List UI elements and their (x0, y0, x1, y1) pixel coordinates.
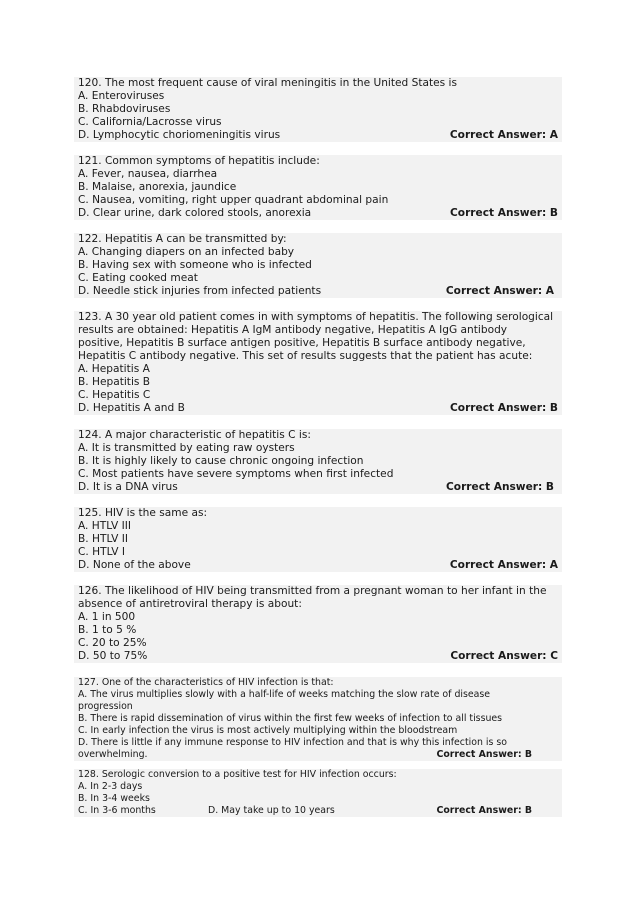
option-d (74, 285, 562, 298)
option-b: B. Hepatitis B (78, 376, 151, 388)
option-a: A. Changing diapers on an infected baby (78, 246, 295, 258)
option-b: B. It is highly likely to cause chronic ongoing infection (78, 455, 364, 467)
option-d-text: D. May take up to 10 years (208, 805, 335, 816)
correct-answer: Correct Answer: A (445, 285, 554, 297)
option-d: D. There is little if any immune response to HIV infection and that is why this infection is so (78, 737, 507, 748)
option-a: A. Enteroviruses (78, 90, 165, 102)
question-text-line-1: 123. A 30 year old patient comes in with symptoms of hepatitis. The following serological (78, 311, 554, 323)
option-a: A. 1 in 500 (78, 611, 136, 623)
correct-answer: Correct Answer: B (450, 207, 558, 219)
correct-answer: Correct Answer: A (449, 129, 558, 141)
option-c: C. Eating cooked meat (78, 272, 198, 284)
question-text: 121. Common symptoms of hepatitis include: (78, 155, 320, 167)
option-b: B. 1 to 5 % (78, 624, 137, 636)
option-a: A. The virus multiplies slowly with a half-life of weeks matching the slow rate of disease (78, 689, 491, 700)
question-text: 125. HIV is the same as: (78, 507, 208, 519)
option-a: A. In 2-3 days (78, 781, 143, 792)
correct-answer: Correct Answer: B (450, 402, 558, 414)
option-c: C. Most patients have severe symptoms when first infected (78, 468, 394, 480)
option-d (74, 650, 562, 663)
option-d (74, 207, 562, 220)
option-c: C. 20 to 25% (78, 637, 147, 649)
option-a: A. Hepatitis A (78, 363, 150, 375)
option-a-continued: progression (78, 701, 133, 712)
question-text-line-2: results are obtained: Hepatitis A IgM antibody negative, Hepatitis A IgG antibody (78, 324, 508, 336)
option-c-text: C. In 3-6 months (78, 805, 156, 816)
option-b: B. HTLV II (78, 533, 129, 545)
option-c: C. California/Lacrosse virus (78, 116, 222, 128)
question-text-line-2: absence of antiretroviral therapy is about: (78, 598, 302, 610)
question-124 (74, 429, 562, 494)
option-d-text: D. It is a DNA virus (78, 481, 178, 493)
option-c-d-row (74, 805, 562, 817)
option-d (74, 402, 562, 415)
option-d-text: D. None of the above (78, 559, 191, 571)
option-b: B. Rhabdoviruses (78, 103, 171, 115)
question-123 (74, 311, 562, 415)
question-text-line-3: positive, Hepatitis B surface antigen positive, Hepatitis B surface antibody negative, (78, 337, 526, 349)
option-a: A. HTLV III (78, 520, 131, 532)
option-d-text: D. Clear urine, dark colored stools, anorexia (78, 207, 312, 219)
question-122 (74, 233, 562, 298)
correct-answer: Correct Answer: B (436, 805, 532, 816)
option-c: C. Nausea, vomiting, right upper quadrant abdominal pain (78, 194, 389, 206)
correct-answer: Correct Answer: C (450, 650, 558, 662)
option-d (74, 481, 562, 494)
option-d-continued-text: overwhelming. (78, 749, 148, 760)
option-c: C. Hepatitis C (78, 389, 151, 401)
question-128 (74, 769, 562, 817)
option-d-text: D. Hepatitis A and B (78, 402, 185, 414)
question-120 (74, 77, 562, 142)
option-b: B. Having sex with someone who is infected (78, 259, 312, 271)
correct-answer: Correct Answer: B (446, 481, 554, 493)
question-text: 120. The most frequent cause of viral meningitis in the United States is (78, 77, 458, 89)
option-d-text: D. Needle stick injuries from infected patients (78, 285, 322, 297)
option-d-continued (74, 749, 562, 761)
option-b: B. Malaise, anorexia, jaundice (78, 181, 237, 193)
option-a: A. It is transmitted by eating raw oysters (78, 442, 295, 454)
question-text: 128. Serologic conversion to a positive test for HIV infection occurs: (78, 769, 397, 780)
option-b: B. There is rapid dissemination of virus within the first few weeks of infection to all tissues (78, 713, 503, 724)
question-121 (74, 155, 562, 220)
option-b: B. In 3-4 weeks (78, 793, 150, 804)
question-125 (74, 507, 562, 572)
correct-answer: Correct Answer: B (436, 749, 532, 760)
option-d-text: D. Lymphocytic choriomeningitis virus (78, 129, 281, 141)
question-text: 127. One of the characteristics of HIV infection is that: (78, 677, 334, 688)
question-text: 124. A major characteristic of hepatitis C is: (78, 429, 311, 441)
correct-answer: Correct Answer: A (449, 559, 558, 571)
question-127 (74, 677, 562, 761)
question-text-line-4: Hepatitis C antibody negative. This set of results suggests that the patient has acute: (78, 350, 533, 362)
option-c: C. HTLV I (78, 546, 126, 558)
option-d-text: D. 50 to 75% (78, 650, 148, 662)
option-d (74, 559, 562, 572)
question-text: 122. Hepatitis A can be transmitted by: (78, 233, 287, 245)
question-text-line-1: 126. The likelihood of HIV being transmitted from a pregnant woman to her infant in the (78, 585, 547, 597)
option-d (74, 129, 562, 142)
question-126 (74, 585, 562, 663)
option-a: A. Fever, nausea, diarrhea (78, 168, 218, 180)
option-c: C. In early infection the virus is most actively multiplying within the bloodstream (78, 725, 458, 736)
